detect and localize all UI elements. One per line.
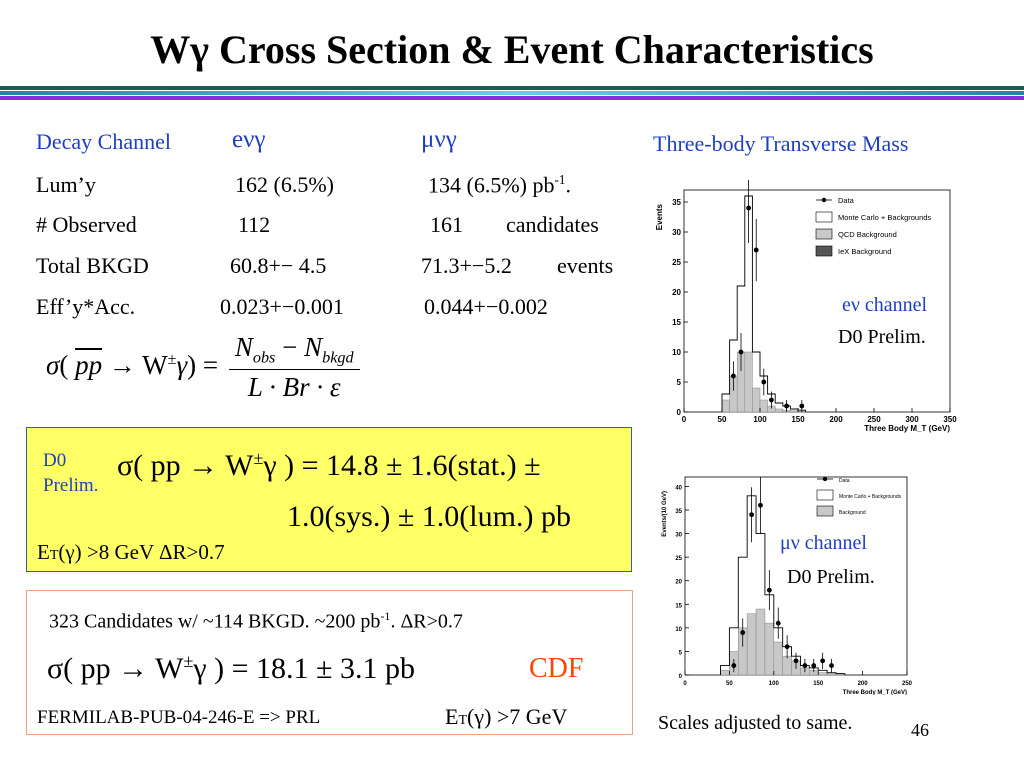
cdf-label: CDF (529, 653, 584, 684)
cdf-formula: σ( pp → W±γ ) = 18.1 ± 3.1 pb (47, 651, 415, 685)
page-number: 46 (911, 720, 929, 740)
y-tick-label: 15 (675, 603, 682, 610)
cross-section-formula: σ( $\overline{pp} \to W^\pm\gamma$) = $\frac{N_{obs} - N_{bkgd}}{L \cdot Br \cdot \varepsilon}$ (46, 332, 360, 403)
d0-prelim-label: D0 Prelim. (43, 450, 99, 496)
mu-channel-mt-chart (655, 465, 915, 695)
x-tick-label: 100 (753, 415, 767, 424)
mu-channel-label: μν channel (780, 532, 867, 554)
x-axis-label: Three Body M_T (GeV) (842, 690, 907, 695)
legend-label: Monte Carlo + Backgrounds (838, 213, 932, 222)
y-tick-label: 5 (678, 650, 682, 657)
mu-prelim-label: D0 Prelim. (787, 566, 875, 588)
table-unit: events (557, 253, 614, 278)
data-point (767, 588, 772, 593)
y-tick-label: 10 (675, 626, 682, 633)
x-tick-label: 50 (717, 415, 727, 424)
legend-swatch (816, 246, 832, 256)
x-tick-label: 200 (829, 415, 843, 424)
y-tick-label: 0 (676, 408, 681, 417)
x-tick-label: 0 (683, 681, 687, 687)
title-rule-purple (0, 96, 1024, 100)
data-point (820, 658, 825, 663)
data-point (776, 621, 781, 626)
background-bar (756, 609, 765, 675)
table-row-label: Total BKGD (36, 253, 149, 278)
y-tick-label: 10 (672, 348, 681, 357)
x-tick-label: 250 (867, 415, 881, 424)
table-row-label: Lum’y (36, 172, 96, 197)
y-tick-label: 20 (675, 579, 682, 586)
x-tick-label: 50 (726, 681, 733, 687)
x-tick-label: 250 (901, 681, 913, 687)
y-tick-label: 30 (672, 228, 681, 237)
cdf-result-box (26, 590, 633, 735)
data-point (799, 404, 804, 409)
data-point (740, 630, 745, 635)
legend-label: Background (839, 510, 866, 516)
d0-formula-line2: 1.0(sys.) ± 1.0(lum.) pb (287, 500, 571, 533)
legend-label: IeX Background (838, 247, 892, 256)
background-bar (765, 623, 774, 675)
x-tick-label: 0 (681, 415, 687, 424)
table-cell: 0.044+−0.002 (424, 294, 548, 319)
table-row-label: Eff’y*Acc. (36, 294, 136, 319)
y-tick-label: 25 (672, 258, 681, 267)
x-tick-label: 150 (813, 681, 824, 687)
table-header-label: Decay Channel (36, 129, 171, 154)
legend-label: Data (838, 196, 854, 205)
data-point (794, 658, 799, 663)
background-bar (745, 352, 753, 412)
y-tick-label: 20 (672, 288, 681, 297)
background-bar (775, 409, 783, 412)
table-cell: 112 (238, 212, 271, 237)
legend-swatch (817, 490, 833, 500)
scales-note: Scales adjusted to same. (658, 712, 853, 734)
data-point (829, 663, 834, 668)
page-title: Wγ Cross Section & Event Characteristics (150, 27, 874, 72)
data-point (739, 350, 744, 355)
data-point (785, 644, 790, 649)
data-point (761, 380, 766, 385)
legend-swatch (817, 506, 833, 516)
x-tick-label: 350 (943, 415, 957, 424)
legend-label: Monte Carlo + Backgrounds (839, 494, 902, 500)
table-header-mu: μνγ (421, 126, 457, 153)
table-cell: 162 (6.5%) (235, 172, 334, 197)
legend-label: QCD Background (838, 230, 897, 239)
y-tick-label: 0 (678, 674, 682, 680)
data-point (802, 663, 807, 668)
background-bar (790, 411, 798, 412)
background-bar (827, 674, 836, 675)
y-tick-label: 35 (675, 509, 682, 515)
y-tick-label: 5 (676, 378, 681, 387)
data-point (746, 206, 751, 211)
title-rule-cyan (0, 91, 1024, 95)
table-cell: 0.023+−0.001 (220, 294, 344, 319)
background-bar (760, 400, 768, 412)
legend-marker (822, 198, 826, 202)
legend-swatch (816, 229, 832, 239)
d0-result-box (26, 427, 632, 572)
x-tick-label: 100 (768, 681, 779, 687)
background-bar (752, 388, 760, 412)
y-tick-label: 30 (675, 532, 682, 539)
y-tick-label: 25 (675, 556, 682, 563)
cdf-cuts: ET(γ) >7 GeV (445, 704, 568, 729)
d0-formula-line1: σ( pp → W±γ ) = 14.8 ± 1.6(stat.) ± (117, 448, 541, 482)
legend-marker (823, 477, 827, 481)
data-point (758, 503, 763, 508)
title-rule-dark (0, 86, 1024, 90)
table-cell: 161 (430, 212, 463, 237)
background-bar (818, 673, 827, 675)
table-cell: 60.8+− 4.5 (230, 253, 327, 278)
y-tick-label: 15 (672, 318, 681, 327)
x-tick-label: 150 (791, 415, 805, 424)
y-tick-label: 40 (675, 485, 682, 492)
table-unit: candidates (506, 212, 599, 237)
cdf-reference: FERMILAB-PUB-04-246-E => PRL (37, 707, 321, 728)
background-bar (774, 642, 783, 675)
x-tick-label: 200 (857, 681, 868, 687)
formula-fraction: $\frac{N_{obs} - N_{bkgd}}{L \cdot Br \cdot \varepsilon}$ (229, 332, 360, 403)
d0-cuts: ET(γ) >8 GeV ΔR>0.7 (37, 540, 225, 564)
background-bar (721, 670, 730, 675)
data-point (811, 663, 816, 668)
table-cell: 134 (6.5%) $pb^{-1}$. (428, 172, 571, 198)
cdf-candidates-line: 323 Candidates w/ ~114 BKGD. ~200 $pb^{-1}$. ΔR>0.7 (49, 609, 463, 633)
legend-label: Data (839, 478, 850, 484)
x-axis-label: Three Body M_T (GeV) (864, 424, 950, 433)
background-bar (722, 400, 730, 412)
plots-heading: Three-body Transverse Mass (653, 131, 909, 156)
data-point (784, 404, 789, 409)
data-point (731, 663, 736, 668)
y-tick-label: 35 (672, 198, 681, 207)
data-point (731, 374, 736, 379)
data-point (749, 512, 754, 517)
background-bar (783, 656, 792, 675)
background-bar (747, 614, 756, 675)
y-axis-label: Events/(10 GeV) (662, 491, 668, 537)
legend-swatch (816, 212, 832, 222)
y-axis-label: Events (655, 204, 664, 231)
e-prelim-label: D0 Prelim. (838, 326, 926, 348)
background-bar (836, 674, 845, 675)
data-point (754, 248, 759, 253)
data-point (769, 398, 774, 403)
e-channel-label: eν channel (842, 294, 928, 316)
table-cell: 71.3+−5.2 (421, 253, 512, 278)
table-header-e: eνγ (232, 126, 266, 153)
x-tick-label: 300 (905, 415, 919, 424)
table-row-label: # Observed (36, 212, 137, 237)
